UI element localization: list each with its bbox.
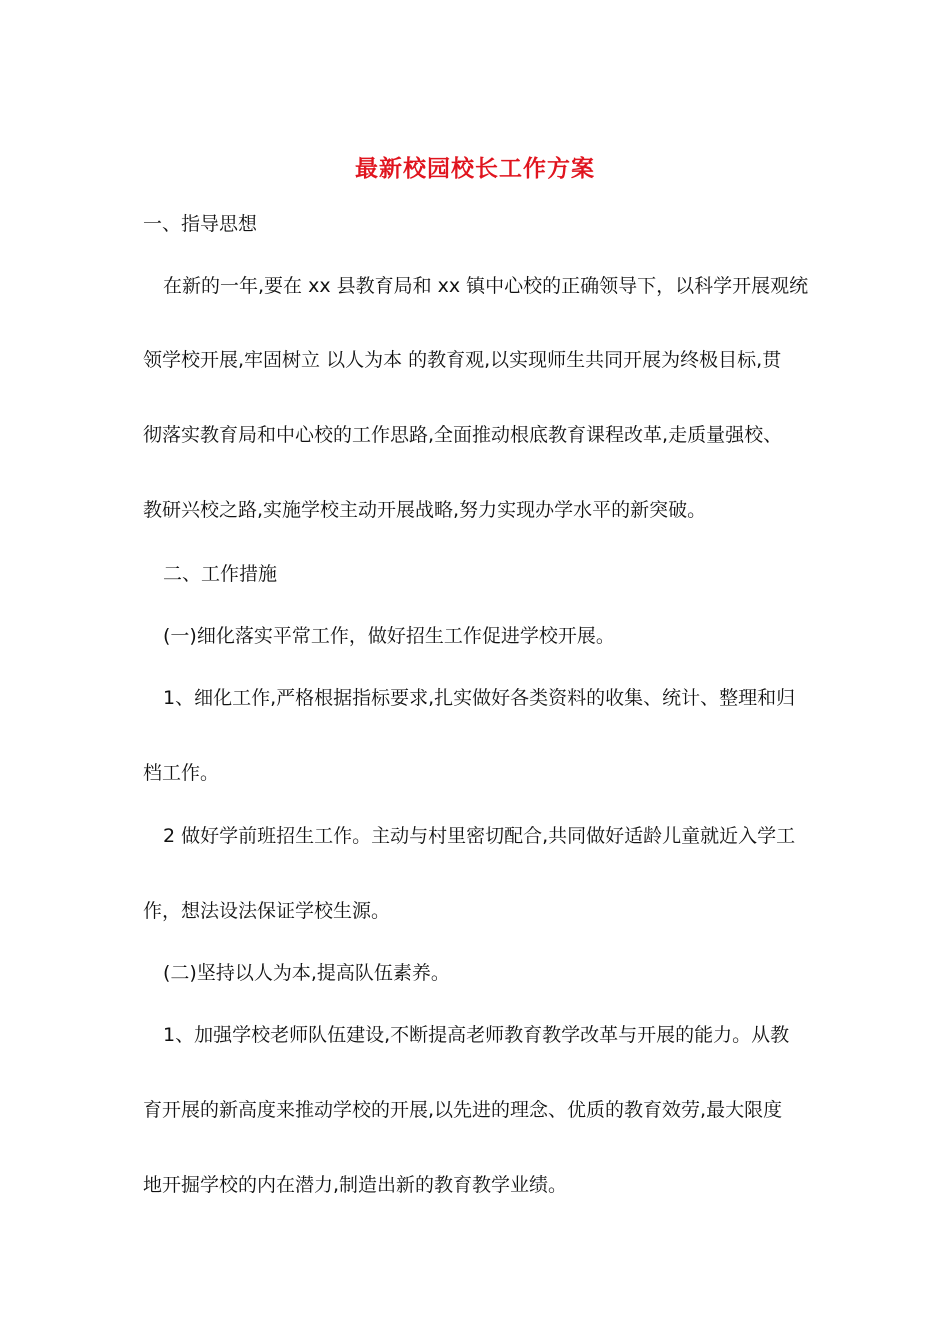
section-heading-work-measures: 二、工作措施 [163, 563, 278, 585]
paragraph-line: 教研兴校之路,实施学校主动开展战略,努力实现办学水平的新突破。 [143, 499, 707, 521]
paragraph-line: 作，想法设法保证学校生源。 [143, 900, 391, 922]
subsection-heading-2: (二)坚持以人为本,提高队伍素养。 [163, 962, 450, 984]
subsection-heading-1: (一)细化落实平常工作，做好招生工作促进学校开展。 [163, 625, 615, 647]
paragraph-line: 1、加强学校老师队伍建设,不断提高老师教育教学改革与开展的能力。从教 [163, 1024, 790, 1046]
paragraph-line: 档工作。 [143, 762, 220, 784]
paragraph-line: 领学校开展,牢固树立 以人为本 的教育观,以实现师生共同开展为终极目标,贯 [143, 349, 782, 371]
paragraph-line: 彻落实教育局和中心校的工作思路,全面推动根底教育课程改革,走质量强校、 [143, 424, 783, 446]
paragraph-line: 地开掘学校的内在潜力,制造出新的教育教学业绩。 [143, 1174, 568, 1196]
paragraph-line: 2 做好学前班招生工作。主动与村里密切配合,共同做好适龄儿童就近入学工 [163, 825, 796, 847]
section-heading-guiding-ideology: 一、指导思想 [143, 213, 258, 235]
paragraph-line: 在新的一年,要在 xx 县教育局和 xx 镇中心校的正确领导下，以科学开展观统 [163, 275, 809, 297]
document-title: 最新校园校长工作方案 [355, 156, 595, 182]
paragraph-line: 1、细化工作,严格根据指标要求,扎实做好各类资料的收集、统计、整理和归 [163, 687, 796, 709]
paragraph-line: 育开展的新高度来推动学校的开展,以先进的理念、优质的教育效劳,最大限度 [143, 1099, 783, 1121]
